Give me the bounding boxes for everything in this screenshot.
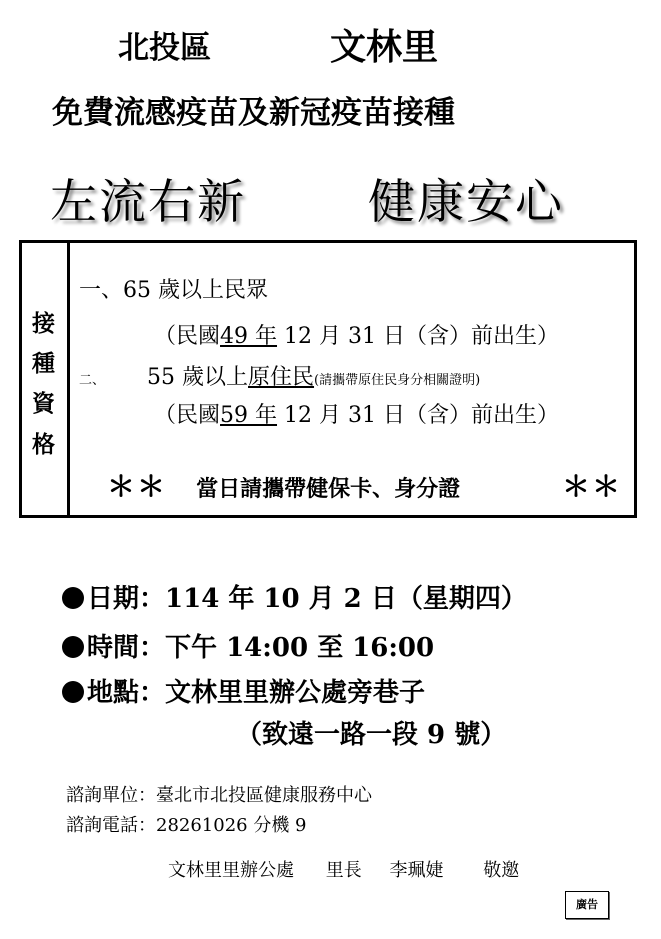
item-2-birth-year: 59 年 — [220, 403, 278, 428]
time-line — [62, 627, 434, 664]
stars-right: ＊＊ — [562, 470, 623, 503]
bullet-dot — [62, 636, 84, 658]
date-line — [62, 578, 527, 615]
qualification-box — [19, 240, 637, 518]
item-1-birth-rest: 12 月 31 日（含）前出生） — [277, 324, 559, 349]
location-label: 地點： — [87, 678, 166, 708]
item-2-birth — [154, 398, 559, 429]
reminder-text: 當日請攜帶健保卡、身分證 — [196, 476, 461, 502]
label-char-2: 種 — [32, 350, 55, 377]
item-1-text: 65 歲以上民眾 — [123, 278, 269, 303]
slogan — [50, 165, 246, 232]
slogan-left: 左流右新 — [50, 175, 246, 230]
location-line — [62, 672, 425, 709]
item-2 — [79, 360, 480, 391]
page-subtitle: 免費流感疫苗及新冠疫苗接種 — [52, 95, 455, 131]
village-name: 文林里 — [330, 26, 439, 68]
contact-phone-label: 諮詢電話： — [66, 815, 156, 836]
item-2-note: (請攜帶原住民身分相關證明) — [314, 373, 481, 388]
reminder-line — [107, 465, 460, 505]
item-1-birth-year: 49 年 — [220, 324, 278, 349]
item-1-marker: 一、 — [79, 278, 124, 303]
bullet-dot — [62, 587, 84, 609]
slogan-2 — [368, 165, 564, 232]
label-char-4: 格 — [32, 431, 55, 458]
contact-unit-label: 諮詢單位： — [66, 785, 156, 806]
label-char-3: 資 — [32, 390, 55, 417]
contact-phone — [66, 811, 307, 837]
time-label: 時間： — [87, 633, 166, 663]
label-char-1: 接 — [32, 310, 55, 337]
qualification-label — [22, 243, 70, 515]
bullet-dot — [62, 681, 84, 703]
item-2-text: 55 歲以上 — [147, 365, 249, 390]
advertisement-stamp: 廣告 — [565, 891, 609, 919]
contact-phone-value: 28261026 分機 9 — [156, 815, 307, 836]
signature-title: 里長 — [325, 860, 362, 881]
time-value: 下午 14:00 至 16:00 — [165, 633, 435, 663]
date-value: 114 年 10 月 2 日（星期四） — [165, 584, 527, 614]
signature-office: 文林里里辦公處 — [168, 860, 294, 881]
signature-closing: 敬邀 — [483, 860, 520, 881]
item-1-birth-open: （民國 — [154, 324, 221, 349]
date-label: 日期： — [87, 584, 166, 614]
signature-name: 李珮婕 — [389, 860, 444, 881]
item-1-birth — [154, 319, 559, 350]
item-2-birth-rest: 12 月 31 日（含）前出生） — [277, 403, 559, 428]
item-2-underlined: 原住民 — [248, 365, 315, 390]
slogan-right: 健康安心 — [368, 175, 564, 230]
stars-left: ＊＊ — [107, 470, 168, 503]
contact-unit — [66, 781, 372, 807]
item-1 — [79, 273, 268, 304]
item-2-birth-open: （民國 — [154, 403, 221, 428]
address-line: （致遠一路一段 9 號） — [236, 720, 507, 750]
signature-line — [168, 856, 519, 882]
item-2-marker: 二、 — [79, 373, 106, 388]
district-name: 北投區 — [118, 30, 211, 66]
contact-unit-value: 臺北市北投區健康服務中心 — [156, 785, 372, 806]
location-value: 文林里里辦公處旁巷子 — [165, 678, 426, 708]
